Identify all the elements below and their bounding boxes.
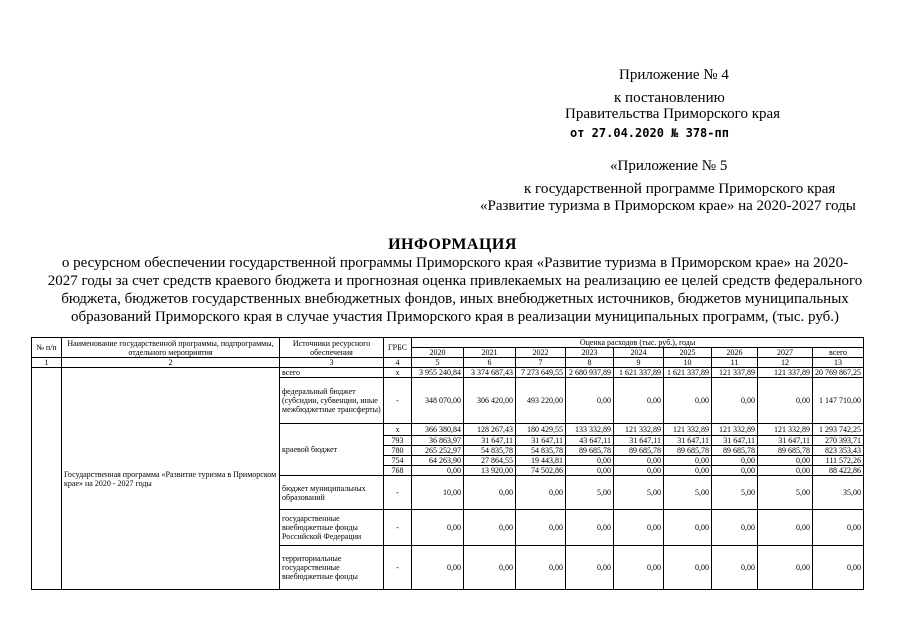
value-cell: 0,00: [516, 546, 566, 590]
header-num: № п/п: [32, 338, 62, 358]
value-cell: 0,00: [566, 456, 614, 466]
value-cell: 31 647,11: [664, 436, 712, 446]
value-cell: 0,00: [614, 546, 664, 590]
value-cell: 0,00: [566, 510, 614, 546]
value-cell: 7 273 649,55: [516, 368, 566, 378]
source-cell: территориальные государственные внебюджетные фонды: [280, 546, 384, 590]
document-description: [40, 254, 870, 326]
row-number-cell: [32, 368, 62, 590]
total-cell: 88 422,86: [813, 466, 864, 476]
value-cell: 121 332,89: [758, 424, 813, 436]
value-cell: 31 647,11: [464, 436, 516, 446]
value-cell: 31 647,11: [516, 436, 566, 446]
document-title: ИНФОРМАЦИЯ: [388, 236, 517, 253]
source-cell: всего: [280, 368, 384, 378]
value-cell: 89 685,78: [758, 446, 813, 456]
header-grbs: ГРБС: [384, 338, 412, 358]
value-cell: 89 685,78: [566, 446, 614, 456]
resource-table: [31, 337, 864, 590]
total-cell: 823 353,43: [813, 446, 864, 456]
grbs-cell: 754: [384, 456, 412, 466]
to-resolution-label: к постановлению: [614, 90, 725, 106]
value-cell: 5,00: [664, 476, 712, 510]
value-cell: 1 621 337,89: [614, 368, 664, 378]
value-cell: 0,00: [712, 546, 758, 590]
value-cell: 64 263,90: [412, 456, 464, 466]
value-cell: 89 685,78: [614, 446, 664, 456]
description-line: о ресурсном обеспечении государственной программы Приморского края «Развитие туризма в Приморском крае» на 2020-: [61, 255, 849, 271]
government-label: Правительства Приморского края: [565, 106, 781, 122]
value-cell: 121 337,89: [758, 368, 813, 378]
table-row: [32, 368, 864, 378]
to-program-label: к государственной программе Приморского края: [524, 181, 836, 197]
column-number: 11: [712, 358, 758, 368]
value-cell: 0,00: [566, 466, 614, 476]
value-cell: 0,00: [758, 510, 813, 546]
column-number: 13: [813, 358, 864, 368]
total-cell: 270 393,71: [813, 436, 864, 446]
value-cell: 0,00: [664, 456, 712, 466]
value-cell: 0,00: [614, 510, 664, 546]
value-cell: 74 502,86: [516, 466, 566, 476]
total-cell: 0,00: [813, 546, 864, 590]
total-cell: 1 147 710,00: [813, 378, 864, 424]
column-number: 9: [614, 358, 664, 368]
value-cell: 0,00: [614, 378, 664, 424]
value-cell: 54 835,78: [464, 446, 516, 456]
value-cell: 27 864,55: [464, 456, 516, 466]
header-year: 2020: [412, 348, 464, 358]
value-cell: 0,00: [412, 466, 464, 476]
value-cell: 5,00: [614, 476, 664, 510]
value-cell: 265 252,97: [412, 446, 464, 456]
source-cell: бюджет муниципальных образований: [280, 476, 384, 510]
value-cell: 0,00: [614, 466, 664, 476]
total-cell: 111 572,26: [813, 456, 864, 466]
header-source: Источники ресурсного обеспечения: [280, 338, 384, 358]
total-cell: 1 293 742,25: [813, 424, 864, 436]
value-cell: 31 647,11: [758, 436, 813, 446]
value-cell: 3 374 687,43: [464, 368, 516, 378]
value-cell: 0,00: [464, 476, 516, 510]
value-cell: 31 647,11: [614, 436, 664, 446]
grbs-cell: -: [384, 510, 412, 546]
value-cell: 3 955 240,84: [412, 368, 464, 378]
header-name: Наименование государственной программы, подпрограммы, отдельного мероприятия: [62, 338, 280, 358]
header-total: всего: [813, 348, 864, 358]
description-line: бюджета, бюджетов государственных внебюджетных фондов, иных внебюджетных источников, бюджетов муниципальных: [61, 291, 849, 307]
value-cell: 2 680 937,89: [566, 368, 614, 378]
value-cell: 13 920,00: [464, 466, 516, 476]
description-line: образований Приморского края в случае участия Приморского края в реализации муниципальных программ, (тыс. руб.): [70, 309, 840, 325]
value-cell: 133 332,89: [566, 424, 614, 436]
column-number: 12: [758, 358, 813, 368]
value-cell: 31 647,11: [712, 436, 758, 446]
value-cell: 0,00: [758, 378, 813, 424]
value-cell: 0,00: [664, 466, 712, 476]
value-cell: 0,00: [516, 510, 566, 546]
source-cell: государственные внебюджетные фонды Российской Федерации: [280, 510, 384, 546]
header-year: 2025: [664, 348, 712, 358]
grbs-cell: 793: [384, 436, 412, 446]
value-cell: 0,00: [712, 466, 758, 476]
column-number: 1: [32, 358, 62, 368]
value-cell: 54 835,78: [516, 446, 566, 456]
header-year: 2026: [712, 348, 758, 358]
appendix-4-label: Приложение № 4: [619, 67, 729, 83]
column-number: 7: [516, 358, 566, 368]
value-cell: 0,00: [712, 378, 758, 424]
value-cell: 1 621 337,89: [664, 368, 712, 378]
value-cell: 36 863,97: [412, 436, 464, 446]
value-cell: 5,00: [758, 476, 813, 510]
column-number: 3: [280, 358, 384, 368]
value-cell: 89 685,78: [664, 446, 712, 456]
value-cell: 366 380,84: [412, 424, 464, 436]
value-cell: 0,00: [664, 546, 712, 590]
value-cell: 0,00: [664, 510, 712, 546]
value-cell: 306 420,00: [464, 378, 516, 424]
grbs-cell: x: [384, 368, 412, 378]
value-cell: 0,00: [464, 546, 516, 590]
value-cell: 0,00: [758, 456, 813, 466]
value-cell: 121 332,89: [614, 424, 664, 436]
program-name-cell: Государственная программа «Развитие туризма в Приморском крае» на 2020 - 2027 годы: [62, 368, 280, 590]
grbs-cell: -: [384, 378, 412, 424]
total-cell: 35,00: [813, 476, 864, 510]
value-cell: 0,00: [412, 510, 464, 546]
value-cell: 0,00: [464, 510, 516, 546]
value-cell: 89 685,78: [712, 446, 758, 456]
value-cell: 0,00: [712, 456, 758, 466]
column-number: 4: [384, 358, 412, 368]
column-number: 5: [412, 358, 464, 368]
grbs-cell: x: [384, 424, 412, 436]
value-cell: 0,00: [566, 546, 614, 590]
value-cell: 0,00: [566, 378, 614, 424]
header-year: 2023: [566, 348, 614, 358]
description-line: 2027 годы за счет средств краевого бюджета и прогнозная оценка привлекаемых на реализацию ее целей средств федерального: [47, 273, 863, 289]
column-number: 10: [664, 358, 712, 368]
total-cell: 20 769 867,25: [813, 368, 864, 378]
resolution-date-number: от 27.04.2020 № 378-пп: [570, 126, 729, 140]
value-cell: 0,00: [516, 476, 566, 510]
value-cell: 0,00: [758, 546, 813, 590]
value-cell: 43 647,11: [566, 436, 614, 446]
value-cell: 19 443,81: [516, 456, 566, 466]
value-cell: 5,00: [712, 476, 758, 510]
column-number-row: [32, 358, 864, 368]
grbs-cell: -: [384, 546, 412, 590]
appendix-5-label: «Приложение № 5: [610, 158, 728, 174]
value-cell: 0,00: [664, 378, 712, 424]
value-cell: 180 429,55: [516, 424, 566, 436]
value-cell: 121 332,89: [712, 424, 758, 436]
value-cell: 121 332,89: [664, 424, 712, 436]
value-cell: 10,00: [412, 476, 464, 510]
column-number: 2: [62, 358, 280, 368]
header-estimate: Оценка расходов (тыс. руб.), годы: [412, 338, 864, 348]
header-year: 2027: [758, 348, 813, 358]
value-cell: 493 220,00: [516, 378, 566, 424]
value-cell: 121 337,89: [712, 368, 758, 378]
header-year: 2021: [464, 348, 516, 358]
header-year: 2024: [614, 348, 664, 358]
value-cell: 5,00: [566, 476, 614, 510]
program-name-label: «Развитие туризма в Приморском крае» на 2020-2027 годы: [480, 198, 856, 214]
header-year: 2022: [516, 348, 566, 358]
value-cell: 0,00: [614, 456, 664, 466]
value-cell: 0,00: [758, 466, 813, 476]
grbs-cell: -: [384, 476, 412, 510]
grbs-cell: 768: [384, 466, 412, 476]
value-cell: 128 267,43: [464, 424, 516, 436]
source-cell: федеральный бюджет (субсидии, субвенции, иные межбюджетные трансферты): [280, 378, 384, 424]
column-number: 6: [464, 358, 516, 368]
value-cell: 348 070,00: [412, 378, 464, 424]
value-cell: 0,00: [712, 510, 758, 546]
grbs-cell: 780: [384, 446, 412, 456]
total-cell: 0,00: [813, 510, 864, 546]
value-cell: 0,00: [412, 546, 464, 590]
source-cell: краевой бюджет: [280, 424, 384, 476]
column-number: 8: [566, 358, 614, 368]
